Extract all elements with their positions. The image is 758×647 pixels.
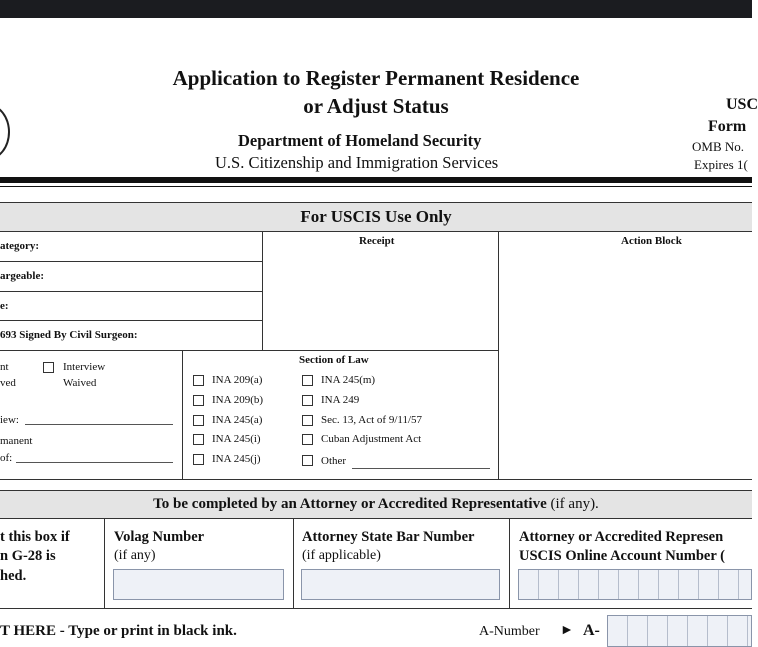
ina-209a-label: INA 209(a)	[212, 374, 263, 386]
bar-number-input[interactable]	[301, 569, 500, 600]
g28-line1: t this box if	[0, 529, 70, 545]
bar-number-sub: (if applicable)	[302, 548, 381, 563]
attorney-section-bar	[0, 490, 752, 519]
ina-249-label: INA 249	[321, 394, 360, 406]
cuban-adjustment-checkbox[interactable]	[302, 434, 313, 445]
uscis-use-only-title: For USCIS Use Only	[300, 207, 452, 226]
online-account-label-line1: Attorney or Accredited Represen	[519, 529, 724, 545]
grid-line	[0, 608, 752, 609]
attorney-section-title-suffix: (if any).	[546, 496, 599, 512]
permanent-label: manent	[0, 435, 33, 447]
ina-245i-label: INA 245(i)	[212, 433, 261, 445]
attorney-section-title: To be completed by an Attorney or Accredited Representative	[153, 496, 547, 512]
ina-245a-label: INA 245(a)	[212, 414, 263, 426]
grid-line	[0, 291, 262, 292]
g28-line2: n G-28 is	[0, 548, 56, 564]
a-number-label: A-Number	[479, 624, 540, 639]
grid-line	[104, 518, 105, 608]
grid-line	[509, 518, 510, 608]
service-name: U.S. Citizenship and Immigration Services	[215, 153, 499, 172]
ina-245i-checkbox[interactable]	[193, 434, 204, 445]
volag-number-label: Volag Number	[114, 529, 205, 545]
g28-line3: hed.	[0, 568, 27, 584]
header-thick-rule	[0, 177, 752, 183]
a-number-input[interactable]	[607, 615, 752, 647]
permanent-line[interactable]	[16, 462, 173, 463]
cuban-adjustment-label: Cuban Adjustment Act	[321, 433, 422, 445]
date-label: e:	[0, 300, 9, 312]
waived-label: Waived	[63, 377, 97, 389]
ina-245m-checkbox[interactable]	[302, 375, 313, 386]
sec-13-label: Sec. 13, Act of 9/11/57	[321, 414, 423, 426]
waiver-fragment-1: nt	[0, 361, 9, 373]
top-dark-bar	[0, 0, 752, 18]
ina-245j-checkbox[interactable]	[193, 454, 204, 465]
arrow-right-icon: ►	[560, 623, 574, 638]
expiration-date: Expires 1(	[694, 157, 748, 172]
ina-209b-label: INA 209(b)	[212, 394, 264, 406]
action-block-label: Action Block	[621, 235, 682, 247]
online-account-label-line2: USCIS Online Account Number (	[519, 548, 725, 564]
other-checkbox[interactable]	[302, 455, 313, 466]
ina-245a-checkbox[interactable]	[193, 415, 204, 426]
of-label: of:	[0, 452, 13, 464]
department-name: Department of Homeland Security	[238, 131, 482, 150]
grid-line	[0, 261, 262, 262]
waiver-fragment-2: ved	[0, 377, 16, 389]
form-title-line1: Application to Register Permanent Residence	[172, 66, 580, 90]
uscis-use-only-bar	[0, 202, 752, 232]
grid-line	[498, 231, 499, 479]
grid-line	[293, 518, 294, 608]
form-id-line1: USC	[726, 96, 758, 113]
ina-209a-checkbox[interactable]	[193, 375, 204, 386]
start-here-instruction: T HERE - Type or print in black ink.	[0, 623, 237, 639]
volag-number-input[interactable]	[113, 569, 284, 600]
interview-waived-checkbox[interactable]	[43, 362, 54, 373]
grid-line	[0, 479, 752, 480]
interview-label: Interview	[63, 361, 106, 373]
receipt-label: Receipt	[359, 235, 395, 247]
form-id-line2: Form	[708, 118, 747, 135]
a-number-prefix: A-	[583, 622, 600, 639]
form-title-line2: or Adjust Status	[303, 94, 449, 118]
ina-209b-checkbox[interactable]	[193, 395, 204, 406]
sec-13-checkbox[interactable]	[302, 415, 313, 426]
grid-line	[262, 231, 263, 350]
review-line[interactable]	[25, 424, 173, 425]
volag-number-sub: (if any)	[114, 548, 156, 563]
chargeable-label: argeable:	[0, 270, 44, 282]
header-thin-rule	[0, 186, 752, 187]
ina-245m-label: INA 245(m)	[321, 374, 376, 386]
i693-signed-label: 693 Signed By Civil Surgeon:	[0, 329, 138, 341]
review-label: iew:	[0, 414, 19, 426]
section-of-law-title: Section of Law	[299, 354, 369, 366]
bar-number-label: Attorney State Bar Number	[302, 529, 475, 545]
category-label: ategory:	[0, 240, 40, 252]
other-label: Other	[321, 455, 347, 467]
other-line[interactable]	[352, 468, 490, 469]
omb-number: OMB No.	[692, 139, 745, 154]
grid-line	[182, 350, 183, 479]
grid-line	[0, 320, 262, 321]
ina-245j-label: INA 245(j)	[212, 453, 261, 465]
online-account-number-input[interactable]	[518, 569, 752, 600]
grid-line	[0, 350, 498, 351]
ina-249-checkbox[interactable]	[302, 395, 313, 406]
